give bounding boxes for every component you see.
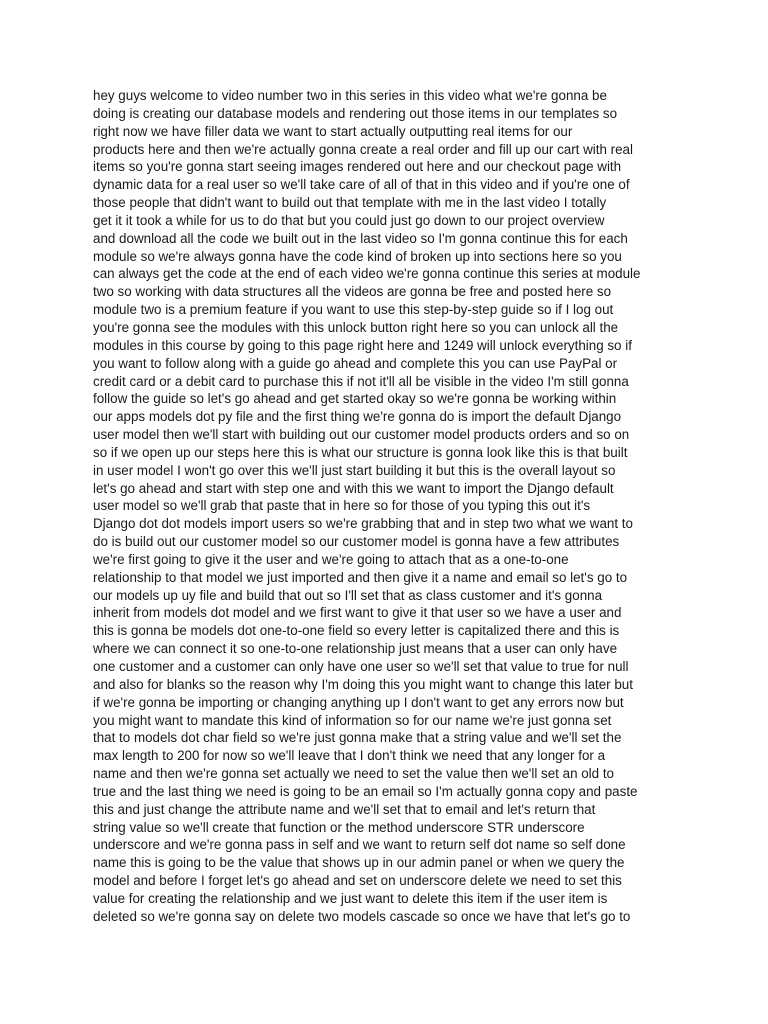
transcript-line: true and the last thing we need is going to be an email so I'm actually gonna copy and paste (93, 783, 638, 799)
transcript-line: max length to 200 for now so we'll leave that I don't think we need that any longer for a (93, 748, 606, 764)
transcript-line: in user model I won't go over this we'll just start building it but this is the overall layout so (93, 462, 616, 478)
transcript-line: hey guys welcome to video number two in this series in this video what we're gonna be (93, 88, 607, 103)
transcript-line: items so you're gonna start seeing images rendered out here and our checkout page with (93, 159, 622, 175)
transcript-line: let's go ahead and start with step one and with this we want to import the Django default (93, 480, 614, 496)
transcript-line: this is gonna be models dot one-to-one field so every letter is capitalized there and this is (93, 623, 620, 639)
transcript-line: do is build out our customer model so our customer model is gonna have a few attributes (93, 534, 620, 550)
transcript-line: module two is a premium feature if you want to use this step-by-step guide so if I log out (93, 302, 614, 318)
transcript-line: follow the guide so let's go ahead and get started okay so we're gonna be working within (93, 391, 617, 407)
transcript-line: two so working with data structures all the videos are gonna be free and posted here so (93, 284, 612, 300)
transcript-line: credit card or a debit card to purchase this if not it'll all be visible in the video I'm still gonna (93, 373, 629, 389)
transcript-line: modules in this course by going to this page right here and 1249 will unlock everything so if (93, 337, 632, 353)
transcript-line: our apps models dot py file and the first thing we're gonna do is import the default Django (93, 409, 622, 425)
transcript-line: model and before I forget let's go ahead and set on underscore delete we need to set this (93, 873, 622, 889)
transcript-line: products here and then we're actually gonna create a real order and fill up our cart with real (93, 141, 633, 157)
transcript-line: module so we're always gonna have the code kind of broken up into sections here so you (93, 248, 622, 264)
transcript-line: get it it took a while for us to do that but you could just go down to our project overview (93, 212, 605, 228)
transcript-line: string value so we'll create that function or the method underscore STR underscore (93, 819, 585, 835)
transcript-line: where we can connect it so one-to-one relationship just means that a user can only have (93, 641, 618, 657)
transcript-line: our models up uy file and build that out so I'll set that as class customer and it's gonna (93, 587, 603, 603)
transcript-line: that to models dot char field so we're just gonna make that a string value and we'll set the (93, 730, 622, 746)
transcript-line: name and then we're gonna set actually we need to set the value then we'll set an old to (93, 766, 614, 782)
transcript-line: you might want to mandate this kind of information so for our name we're just gonna set (93, 712, 612, 728)
transcript-line: right now we have filler data we want to start actually outputting real items for our (93, 123, 573, 139)
transcript-line: value for creating the relationship and we just want to delete this item if the user item is (93, 890, 608, 906)
transcript-line: inherit from models dot model and we first want to give it that user so we have a user and (93, 605, 622, 621)
transcript-line: this and just change the attribute name and we'll set that to email and let's return that (93, 801, 596, 817)
transcript-line: dynamic data for a real user so we'll take care of all of that in this video and if you're one of (93, 177, 630, 193)
transcript-line: underscore and we're gonna pass in self and we want to return self dot name so self done (93, 837, 626, 853)
transcript-line: you want to follow along with a guide go ahead and complete this you can use PayPal or (93, 355, 618, 371)
transcript-line: user model then we'll start with building out our customer model products orders and so on (93, 427, 630, 443)
transcript-line: user model so we'll grab that paste that in here so for those of you typing this out it's (93, 498, 591, 514)
transcript-line: you're gonna see the modules with this unlock button right here so you can unlock all the (93, 319, 619, 335)
transcript-line: relationship to that model we just imported and then give it a name and email so let's go to (93, 569, 628, 585)
transcript-line: and also for blanks so the reason why I'm doing this you might want to change this later but (93, 676, 633, 692)
transcript-line: so if we open up our steps here this is what our structure is gonna look like this is that built (93, 444, 628, 460)
transcript-line: we're first going to give it the user and we're going to attach that as a one-to-one (93, 551, 569, 567)
transcript-line: can always get the code at the end of each video we're gonna continue this series at module (93, 266, 641, 282)
transcript-line: if we're gonna be importing or changing anything up I don't want to get any errors now but (93, 694, 624, 710)
transcript-line: one customer and a customer can only have one user so we'll set that value to true for null (93, 659, 629, 674)
transcript-line: name this is going to be the value that shows up in our admin panel or when we query the (93, 855, 625, 871)
transcript-text (93, 87, 693, 926)
transcript-line: doing is creating our database models and rendering out those items in our templates so (93, 105, 618, 121)
transcript-line: and download all the code we built out in the last video so I'm gonna continue this for each (93, 230, 628, 246)
transcript-line: those people that didn't want to build out that template with me in the last video I totally (93, 195, 607, 211)
transcript-line: deleted so we're gonna say on delete two models cascade so once we have that let's go to (93, 908, 631, 924)
transcript-line: Django dot dot models import users so we're grabbing that and in step two what we want to (93, 516, 633, 532)
